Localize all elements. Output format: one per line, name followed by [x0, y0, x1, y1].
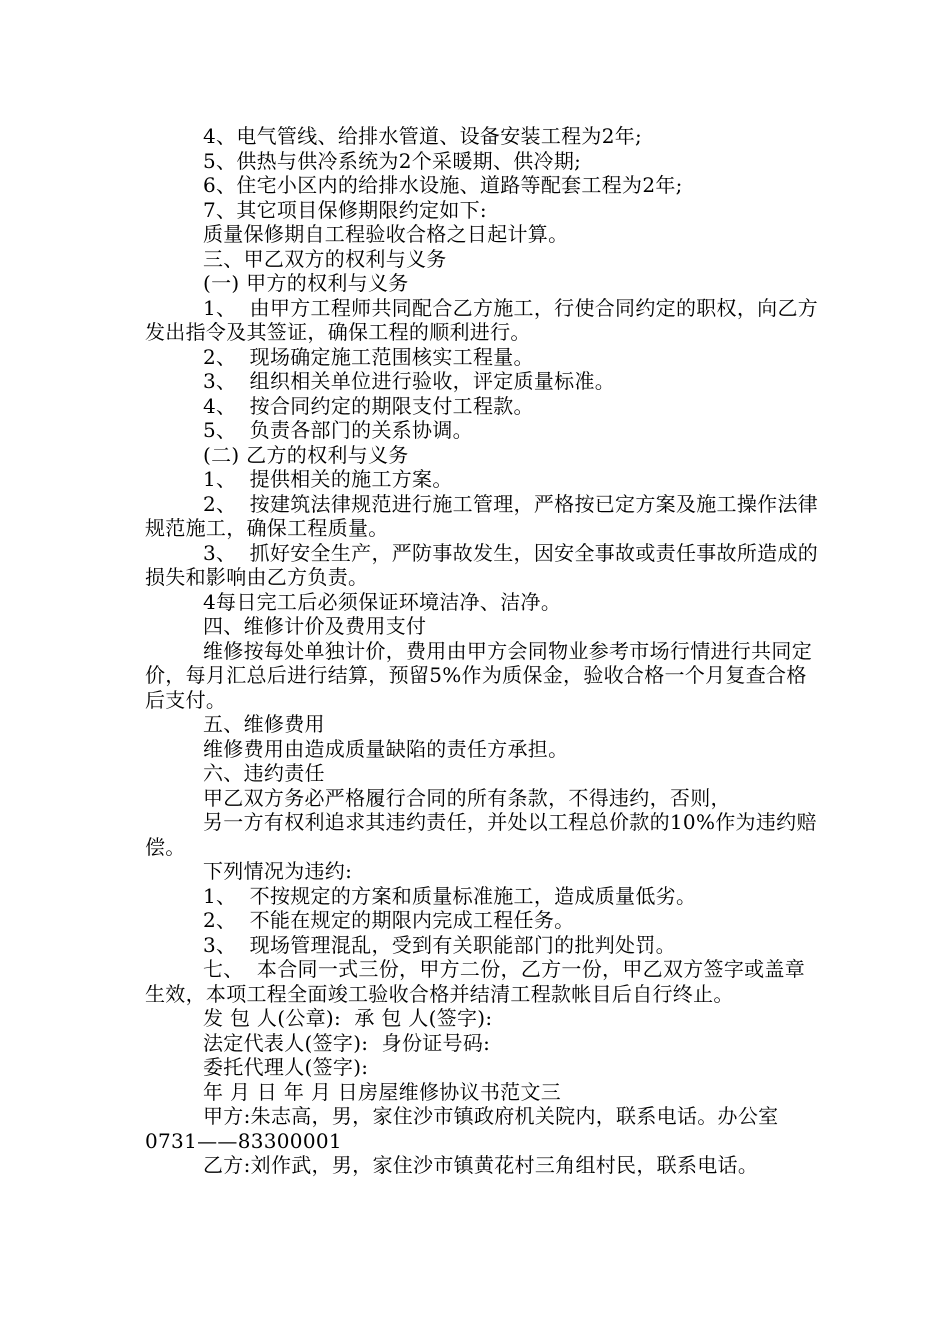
document-body: [145, 124, 825, 1178]
paragraph: 维修费用由造成质量缺陷的责任方承担。: [203, 736, 569, 761]
paragraph: 甲乙双方务必严格履行合同的所有条款，不得违约，否则，: [203, 785, 731, 810]
paragraph: 维修按每处单独计价，费用由甲方会同物业参考市场行情进行共同定价，每月汇总后进行结算，预留5%作为质保金，验收合格一个月复查合格后支付。: [145, 638, 812, 712]
paragraph: 另一方有权利追求其违约责任，并处以工程总价款的10%作为违约赔偿。: [145, 810, 817, 859]
section-heading: 七、 本合同一式三份，甲方二份，乙方一份，甲乙双方签字或盖章生效，本项工程全面竣工验收合格并结清工程款帐目后自行终止。: [145, 957, 806, 1006]
subsection-heading: (二) 乙方的权利与义务: [203, 442, 409, 467]
date-line: 年 月 日 年 月 日房屋维修协议书范文三: [203, 1079, 562, 1104]
paragraph: 2、 按建筑法律规范进行施工管理，严格按已定方案及施工操作法律规范施工，确保工程质量。: [145, 491, 819, 540]
paragraph: 下列情况为违约:: [203, 859, 353, 883]
paragraph: 6、住宅小区内的给排水设施、道路等配套工程为2年;: [203, 173, 683, 197]
paragraph: 4每日完工后必须保证环境洁净、洁净。: [203, 589, 562, 614]
signature-line: 委托代理人(签字):: [203, 1055, 369, 1079]
paragraph: 2、 不能在规定的期限内完成工程任务。: [203, 908, 575, 932]
section-heading: 五、维修费用: [203, 712, 325, 736]
paragraph: 4、电气管线、给排水管道、设备安装工程为2年;: [203, 124, 643, 148]
signature-line: 发 包 人(公章): 承 包 人(签字):: [203, 1006, 493, 1030]
paragraph: 4、 按合同约定的期限支付工程款。: [203, 393, 534, 418]
paragraph: 1、 由甲方工程师共同配合乙方施工，行使合同约定的职权，向乙方发出指令及其签证，确保工程的顺利进行。: [145, 295, 819, 344]
party-b-info: 乙方:刘作武，男，家住沙市镇黄花村三角组村民，联系电话。: [203, 1153, 759, 1177]
section-heading: 六、违约责任: [203, 761, 325, 785]
party-a-info: 甲方:朱志高，男，家住沙市镇政府机关院内，联系电话。办公室0731——83300001: [145, 1104, 779, 1153]
paragraph: 7、其它项目保修期限约定如下:: [203, 197, 487, 222]
paragraph: 3、 组织相关单位进行验收，评定质量标准。: [203, 369, 616, 393]
paragraph: 质量保修期自工程验收合格之日起计算。: [203, 222, 569, 246]
section-heading: 四、维修计价及费用支付: [203, 614, 427, 638]
signature-line: 法定代表人(签字): 身份证号码:: [203, 1030, 491, 1055]
paragraph: 3、 现场管理混乱，受到有关职能部门的批判处罚。: [203, 932, 676, 957]
subsection-heading: (一) 甲方的权利与义务: [203, 271, 409, 295]
paragraph: 2、 现场确定施工范围核实工程量。: [203, 344, 534, 369]
section-heading: 三、甲乙双方的权利与义务: [203, 246, 447, 271]
paragraph: 5、 负责各部门的关系协调。: [203, 418, 473, 442]
paragraph: 1、 提供相关的施工方案。: [203, 467, 453, 491]
paragraph: 5、供热与供冷系统为2个采暖期、供冷期;: [203, 148, 582, 173]
paragraph: 1、 不按规定的方案和质量标准施工，造成质量低劣。: [203, 883, 697, 908]
paragraph: 3、 抓好安全生产，严防事故发生，因安全事故或责任事故所造成的损失和影响由乙方负责。: [145, 540, 819, 589]
